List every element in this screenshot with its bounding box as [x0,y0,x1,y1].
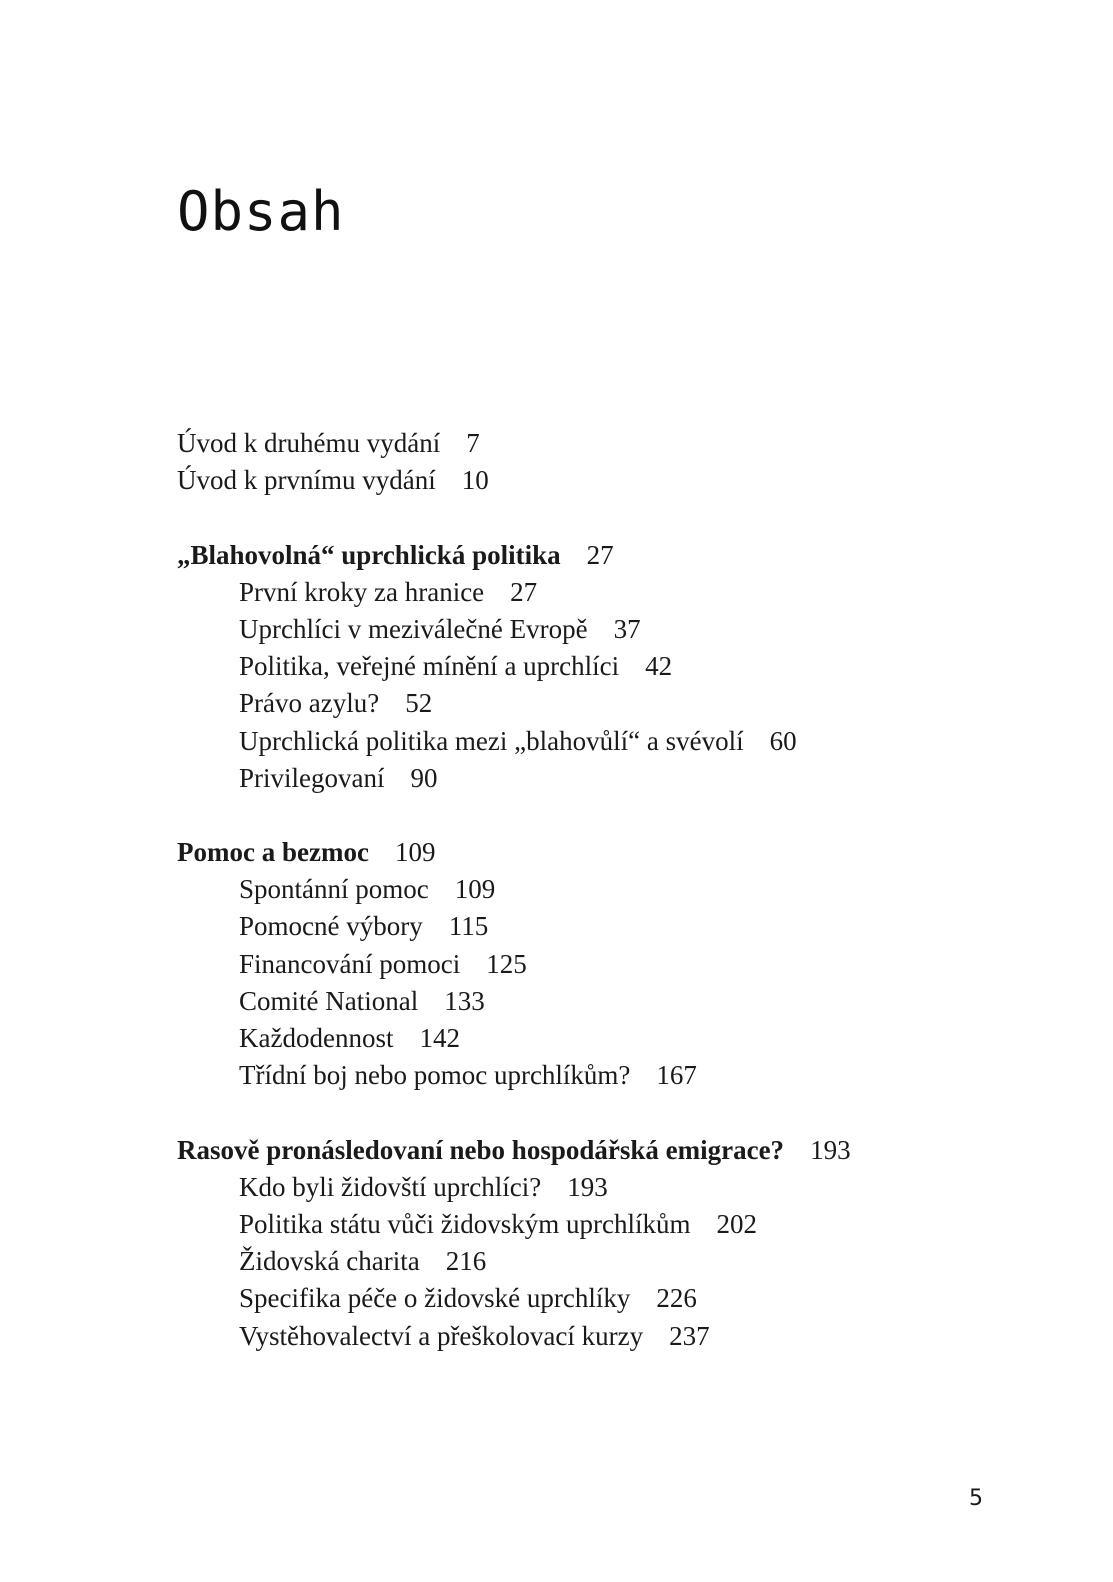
toc-chapter-title: Kdo byli židovští uprchlíci? [239,1171,542,1202]
toc-chapter-page: 37 [613,613,641,644]
toc-chapter-title: Comité National [239,985,419,1016]
toc-chapter-title: Židovská charita [239,1246,420,1277]
toc-chapter-title: Právo azylu? [239,688,380,719]
toc-chapter-title: Specifika péče o židovské uprchlíky [239,1283,631,1314]
toc-chapter-page: 133 [444,985,485,1016]
toc-chapter-page: 193 [567,1171,608,1202]
toc-chapter-page: 60 [769,725,797,756]
toc-entry-page: 10 [461,465,489,496]
toc-chapter-title: Spontánní pomoc [239,874,429,905]
toc-chapter-page: 109 [454,874,496,905]
toc-chapter-page: 202 [716,1208,757,1239]
toc-part-page: 109 [394,837,436,868]
toc-chapter-title: Vystěhovalectví a přeškolovací kurzy [239,1320,644,1351]
toc-chapter-page: 27 [510,576,538,607]
toc-part-title: „Blahovolná“ uprchlická politika [177,539,561,570]
toc-entry-page: 7 [466,428,480,458]
toc-chapter[interactable] [177,871,1077,908]
toc-chapter[interactable] [177,574,1077,611]
toc-entry-title: Úvod k prvnímu vydání [177,465,436,496]
toc-part-page: 193 [810,1134,851,1165]
spacer [177,499,1077,536]
toc-chapter-page: 52 [405,688,433,719]
toc-chapter-page: 42 [645,651,673,682]
toc-part-title: Pomoc a bezmoc [177,837,369,868]
toc-chapter[interactable] [177,760,1077,797]
toc-entry[interactable] [177,425,1077,462]
toc-chapter[interactable] [177,946,1077,983]
toc-chapter[interactable] [177,1243,1077,1280]
toc-chapter-title: Privilegovaní [239,762,385,793]
toc-chapter-page: 216 [445,1246,487,1277]
toc-chapter-page: 125 [486,948,527,979]
toc-chapter-title: Politika, veřejné mínění a uprchlíci [239,651,620,682]
toc-chapter[interactable] [177,1020,1077,1057]
toc-chapter-page: 226 [656,1283,697,1314]
toc-chapter-page: 167 [656,1060,697,1091]
toc-entry-title: Úvod k druhému vydání [177,428,441,458]
toc-chapter-title: Politika státu vůči židovským uprchlíkům [239,1208,691,1239]
toc-chapter-title: Třídní boj nebo pomoc uprchlíkům? [239,1060,631,1091]
toc-chapter[interactable] [177,983,1077,1020]
spacer [177,797,1077,834]
toc-part-title: Rasově pronásledovaní nebo hospodářská emigrace? [177,1134,785,1165]
toc-chapter[interactable] [177,648,1077,685]
toc-chapter-title: Pomocné výbory [239,911,423,942]
toc-chapter-title: Uprchlíci v meziválečné Evropě [239,613,588,644]
toc-chapter-title: Každodennost [239,1023,394,1053]
spacer [177,1094,1077,1131]
toc-part-page: 27 [586,539,614,570]
table-of-contents [177,425,1077,1355]
toc-part-heading[interactable] [177,1132,1077,1169]
toc-chapter[interactable] [177,908,1077,945]
toc-chapter-page: 142 [419,1023,460,1053]
toc-chapter-page: 115 [448,911,489,942]
toc-chapter-title: První kroky za hranice [239,576,485,607]
toc-part-heading[interactable] [177,834,1077,871]
toc-chapter[interactable] [177,685,1077,722]
toc-chapter[interactable] [177,1318,1077,1355]
toc-chapter[interactable] [177,723,1077,760]
toc-chapter-title: Uprchlická politika mezi „blahovůlí“ a svévolí [239,725,744,756]
toc-chapter-page: 90 [410,762,438,793]
toc-chapter[interactable] [177,1206,1077,1243]
toc-chapter[interactable] [177,1057,1077,1094]
page-number: 5 [969,1486,983,1511]
toc-part-heading[interactable] [177,537,1077,574]
toc-chapter[interactable] [177,1169,1077,1206]
toc-chapter-page: 237 [669,1320,710,1351]
toc-entry[interactable] [177,462,1077,499]
page-title: Obsah [177,180,345,243]
toc-chapter[interactable] [177,1280,1077,1317]
toc-chapter[interactable] [177,611,1077,648]
toc-chapter-title: Financování pomoci [239,948,461,979]
